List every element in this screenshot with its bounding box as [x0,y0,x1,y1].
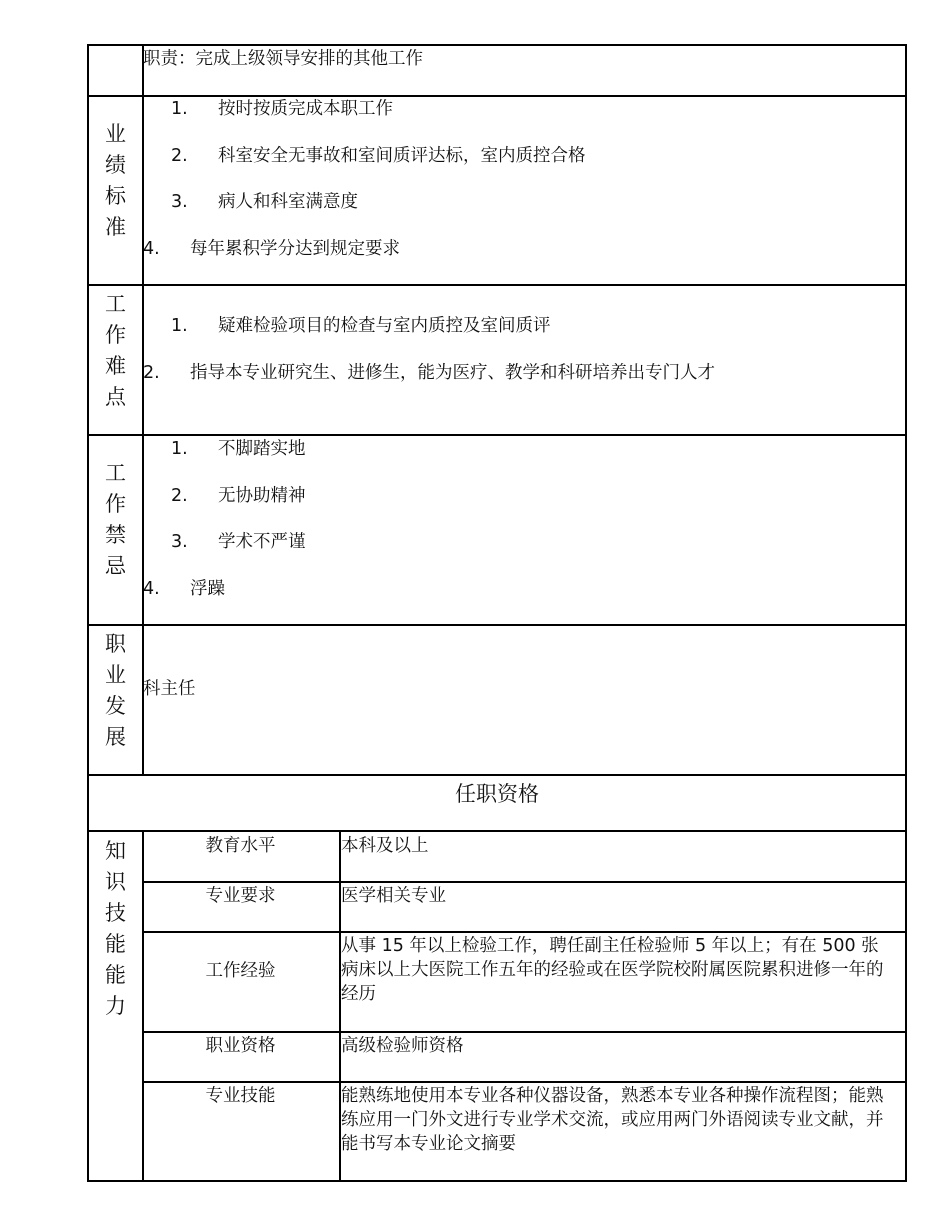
performance-label: 业 绩 标 准 [105,122,126,239]
list-number: 2. [171,486,188,506]
duty-text: 职责：完成上级领导安排的其他工作 [143,49,423,69]
qual-value: 本科及以上 [341,836,429,856]
qual-key: 教育水平 [205,836,276,856]
list-item: 不脚踏实地 [218,439,306,459]
list-item: 指导本专业研究生、进修生，能为医疗、教学和科研培养出专门人才 [190,363,715,383]
row-divider [87,774,907,776]
qual-key: 职业资格 [205,1036,276,1056]
table-border-bottom [87,1180,907,1182]
list-number: 2. [171,146,188,166]
qual-value: 高级检验师资格 [341,1036,464,1056]
row-divider [87,624,907,626]
qual-value: 医学相关专业 [341,886,446,906]
qual-value: 能熟练地使用本专业各种仪器设备，熟悉本专业各种操作流程图；能熟练应用一门外文进行专业学术交流，或应用两门外语阅读专业文献，并能书写本专业论文摘要 [341,1086,884,1154]
list-item: 按时按质完成本职工作 [218,99,393,119]
list-number: 4. [143,239,160,259]
list-number: 1. [171,99,188,119]
row-divider [87,830,907,832]
list-item: 学术不严谨 [218,532,306,552]
list-item: 科室安全无事故和室间质评达标，室内质控合格 [218,146,586,166]
section-title: 任职资格 [455,782,539,806]
list-number: 1. [171,439,188,459]
qual-key: 工作经验 [205,961,276,981]
table-border-top [87,44,907,46]
difficulties-label: 工 作 难 点 [105,292,126,409]
table-border-right [905,44,907,1182]
qual-value: 从事 15 年以上检验工作，聘任副主任检验师 5 年以上；有在 500 张病床以上大医院工作五年的经验或在医学院校附属医院累积进修一年的经历 [341,936,884,1004]
list-item: 疑难检验项目的检查与室内质控及室间质评 [218,316,551,336]
knowledge-skill-label: 知 识 技 能 能 力 [105,839,126,1018]
qual-row-divider [142,1031,907,1033]
career-label: 职 业 发 展 [105,632,126,749]
qual-key: 专业技能 [205,1086,276,1106]
list-item: 无协助精神 [218,486,306,506]
list-item: 浮躁 [190,579,225,599]
qual-row-divider [142,1081,907,1083]
list-item: 病人和科室满意度 [218,192,358,212]
row-divider [87,284,907,286]
row-divider [87,434,907,436]
list-number: 3. [171,192,188,212]
qual-row-divider [142,931,907,933]
list-number: 1. [171,316,188,336]
career-text: 科主任 [143,679,196,699]
row-divider [87,95,907,97]
taboos-label: 工 作 禁 忌 [105,461,126,578]
list-item: 每年累积学分达到规定要求 [190,239,400,259]
list-number: 2. [143,363,160,383]
list-number: 4. [143,579,160,599]
qual-key: 专业要求 [205,886,276,906]
list-number: 3. [171,532,188,552]
qual-row-divider [142,881,907,883]
